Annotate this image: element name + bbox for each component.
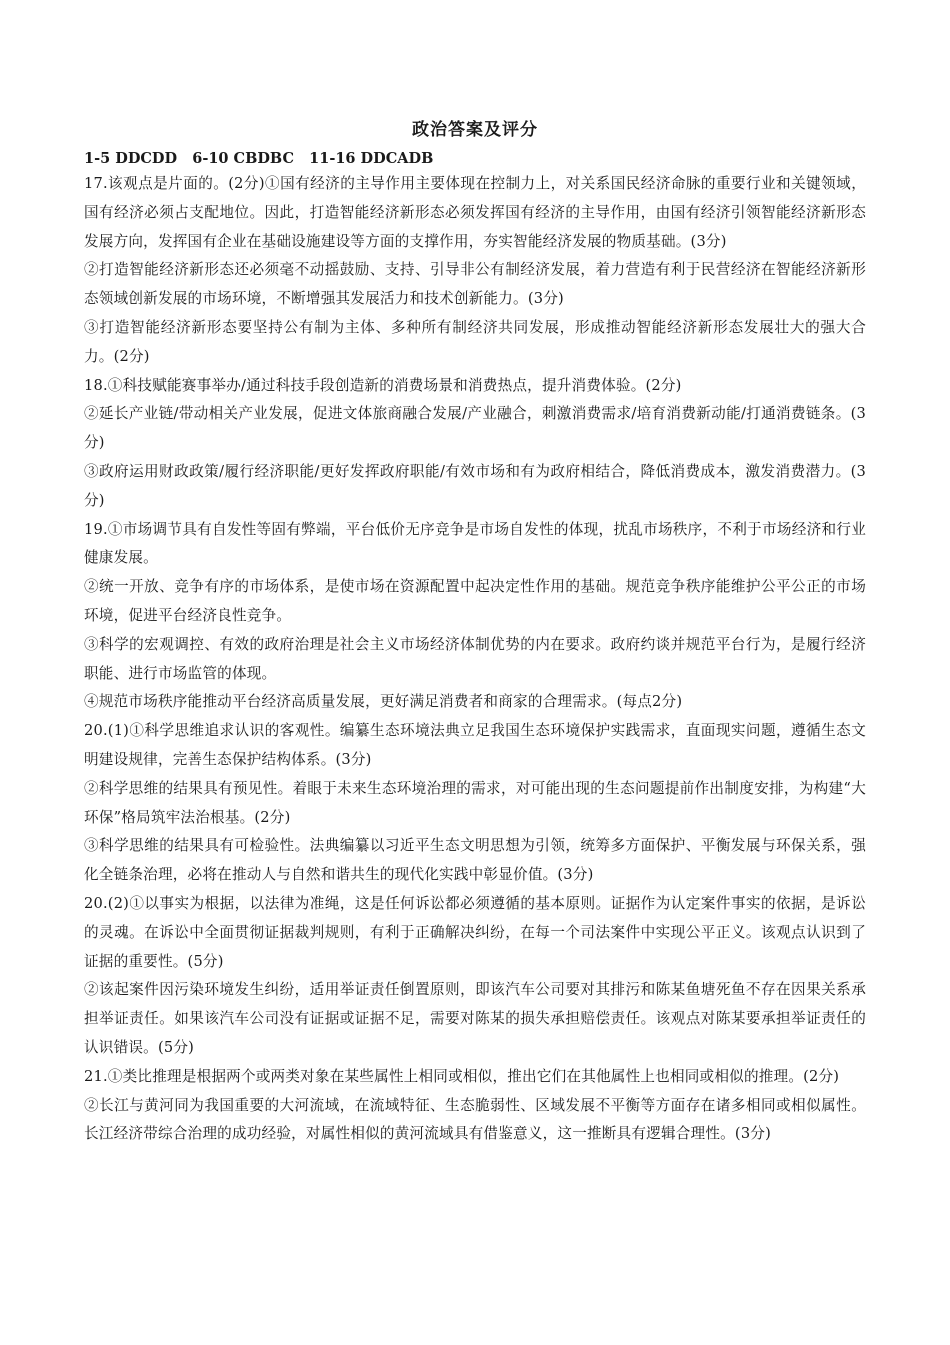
answer-paragraph: 21.①类比推理是根据两个或两类对象在某些属性上相同或相似，推出它们在其他属性上也相同或相似的推理。(2分): [84, 1067, 840, 1085]
answer-paragraph: ④规范市场秩序能推动平台经济高质量发展，更好满足消费者和商家的合理需求。(每点2分): [84, 693, 683, 711]
answer-paragraph: ②延长产业链/带动相关产业发展，促进文体旅商融合发展/产业融合，刺激消费需求/培育消费新动能/打通消费链条。(3分): [84, 405, 866, 452]
answer-paragraph: ③政府运用财政政策/履行经济职能/更好发挥政府职能/有效市场和有为政府相结合，降低消费成本，激发消费潜力。(3分): [84, 462, 866, 509]
answer-paragraph: ②打造智能经济新形态还必须毫不动摇鼓励、支持、引导非公有制经济发展，着力营造有利于民营经济在智能经济新形态领域创新发展的市场环境，不断增强其发展活力和技术创新能力。(3分): [84, 261, 866, 308]
answer-paragraph: ③科学思维的结果具有可检验性。法典编纂以习近平生态文明思想为引领，统筹多方面保护、平衡发展与环保关系，强化全链条治理，必将在推动人与自然和谐共生的现代化实践中彰显价值。(3分): [84, 837, 866, 884]
choice-answers: 1-5 DDCDD 6-10 CBDBC 11-16 DDCADB: [84, 150, 434, 167]
answer-body: [84, 170, 866, 1149]
answer-paragraph: 17.该观点是片面的。(2分)①国有经济的主导作用主要体现在控制力上，对关系国民经济命脉的重要行业和关键领域，国有经济必须占支配地位。因此，打造智能经济新形态必须发挥国有经济的主导作用，由国有经济引领智能经济新形态发展方向，发挥国有企业在基础设施建设等方面的支撑作用，夯实智能经济发展的物质基础。(3分): [84, 175, 866, 250]
answer-paragraph: ②统一开放、竞争有序的市场体系，是使市场在资源配置中起决定性作用的基础。规范竞争秩序能维护公平公正的市场环境，促进平台经济良性竞争。: [84, 578, 866, 624]
answer-paragraph: ③科学的宏观调控、有效的政府治理是社会主义市场经济体制优势的内在要求。政府约谈并规范平台行为，是履行经济职能、进行市场监管的体现。: [84, 635, 866, 682]
answer-paragraph: ③打造智能经济新形态要坚持公有制为主体、多种所有制经济共同发展，形成推动智能经济新形态发展壮大的强大合力。(2分): [84, 318, 866, 365]
answer-paragraph: ②该起案件因污染环境发生纠纷，适用举证责任倒置原则，即该汽车公司要对其排污和陈某鱼塘死鱼不存在因果关系承担举证责任。如果该汽车公司没有证据或证据不足，需要对陈某的损失承担赔偿责任。该观点对陈某要承担举证责任的认识错误。(5分): [84, 981, 866, 1056]
answer-paragraph: 18.①科技赋能赛事举办/通过科技手段创造新的消费场景和消费热点，提升消费体验。(2分): [84, 376, 682, 394]
answer-sheet: [84, 118, 866, 1149]
answer-paragraph: 20.(2)①以事实为根据，以法律为准绳，这是任何诉讼都必须遵循的基本原则。证据作为认定案件事实的依据，是诉讼的灵魂。在诉讼中全面贯彻证据裁判规则，有利于正确解决纠纷，在每一个司法案件中实现公平正义。该观点认识到了证据的重要性。(5分): [84, 894, 866, 970]
page-title: 政治答案及评分: [412, 120, 538, 140]
answer-paragraph: ②长江与黄河同为我国重要的大河流域，在流域特征、生态脆弱性、区域发展不平衡等方面存在诸多相同或相似属性。长江经济带综合治理的成功经验，对属性相似的黄河流域具有借鉴意义，这一推断具有逻辑合理性。(3分): [84, 1096, 866, 1143]
answer-paragraph: 19.①市场调节具有自发性等固有弊端，平台低价无序竞争是市场自发性的体现，扰乱市场秩序，不利于市场经济和行业健康发展。: [84, 520, 866, 567]
answer-paragraph: 20.(1)①科学思维追求认识的客观性。编纂生态环境法典立足我国生态环境保护实践需求，直面现实问题，遵循生态文明建设规律，完善生态保护结构体系。(3分): [84, 722, 866, 768]
answer-paragraph: ②科学思维的结果具有预见性。着眼于未来生态环境治理的需求，对可能出现的生态问题提前作出制度安排，为构建“大环保”格局筑牢法治根基。(2分): [84, 779, 866, 826]
